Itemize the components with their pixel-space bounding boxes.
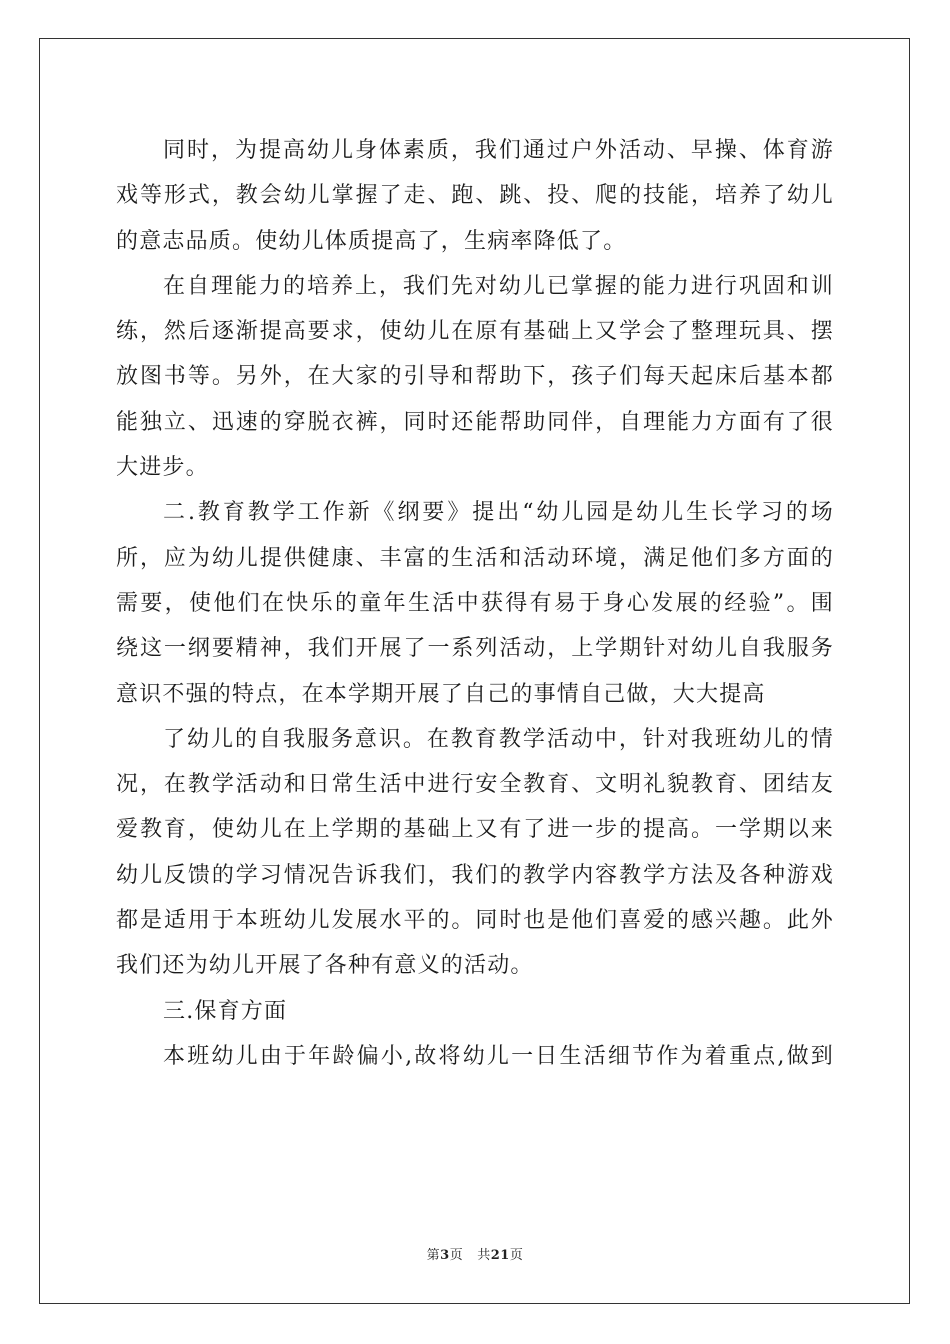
text-line: 二.教育教学工作新《纲要》提出“幼儿园是幼儿生长学习的场 [163, 500, 834, 526]
text-line: 了幼儿的自我服务意识。在教育教学活动中，针对我班幼儿的情 [163, 726, 834, 752]
footer-page-unit: 页 [449, 1248, 464, 1263]
text-line: 练，然后逐渐提高要求，使幼儿在原有基础上又学会了整理玩具、摆 [116, 319, 834, 345]
footer-total-prefix: 共 [477, 1248, 491, 1263]
text-line: 意识不强的特点，在本学期开展了自己的事情自己做，大大提高 [116, 681, 766, 707]
text-line: 爱教育，使幼儿在上学期的基础上又有了进一步的提高。一学期以来 [116, 817, 834, 843]
text-line: 同时，为提高幼儿身体素质，我们通过户外活动、早操、体育游 [163, 138, 834, 163]
text-line: 放图书等。另外，在大家的引导和帮助下，孩子们每天起床后基本都 [116, 364, 834, 390]
footer-page-prefix: 第 [426, 1248, 441, 1263]
text-line: 所，应为幼儿提供健康、丰富的生活和活动环境，满足他们多方面的 [116, 545, 834, 571]
text-line: 况，在教学活动和日常生活中进行安全教育、文明礼貌教育、团结友 [116, 772, 834, 798]
text-line: 需要，使他们在快乐的童年生活中获得有易于身心发展的经验”。围 [116, 590, 834, 616]
footer-total-unit: 页 [509, 1248, 524, 1263]
text-line: 大进步。 [116, 455, 209, 481]
text-line: 戏等形式，教会幼儿掌握了走、跑、跳、投、爬的技能，培养了幼儿 [116, 183, 834, 209]
document-body [116, 128, 834, 1079]
text-line: 能独立、迅速的穿脱衣裤，同时还能帮助同伴，自理能力方面有了很 [116, 409, 834, 435]
text-line: 我们还为幼儿开展了各种有意义的活动。 [116, 953, 534, 979]
section-heading: 三.保育方面 [163, 998, 288, 1024]
page-footer [0, 1244, 950, 1263]
footer-total-pages: 21 [490, 1248, 510, 1263]
text-line: 都是适用于本班幼儿发展水平的。同时也是他们喜爱的感兴趣。此外 [116, 908, 834, 934]
text-line: 在自理能力的培养上，我们先对幼儿已掌握的能力进行巩固和训 [163, 273, 834, 299]
text-line: 本班幼儿由于年龄偏小,故将幼儿一日生活细节作为着重点,做到 [163, 1043, 834, 1069]
text-line: 幼儿反馈的学习情况告诉我们，我们的教学内容教学方法及各种游戏 [116, 862, 834, 888]
text-line: 绕这一纲要精神，我们开展了一系列活动，上学期针对幼儿自我服务 [116, 636, 834, 662]
footer-page-number: 3 [440, 1248, 450, 1263]
text-line: 的意志品质。使幼儿体质提高了，生病率降低了。 [116, 228, 627, 254]
